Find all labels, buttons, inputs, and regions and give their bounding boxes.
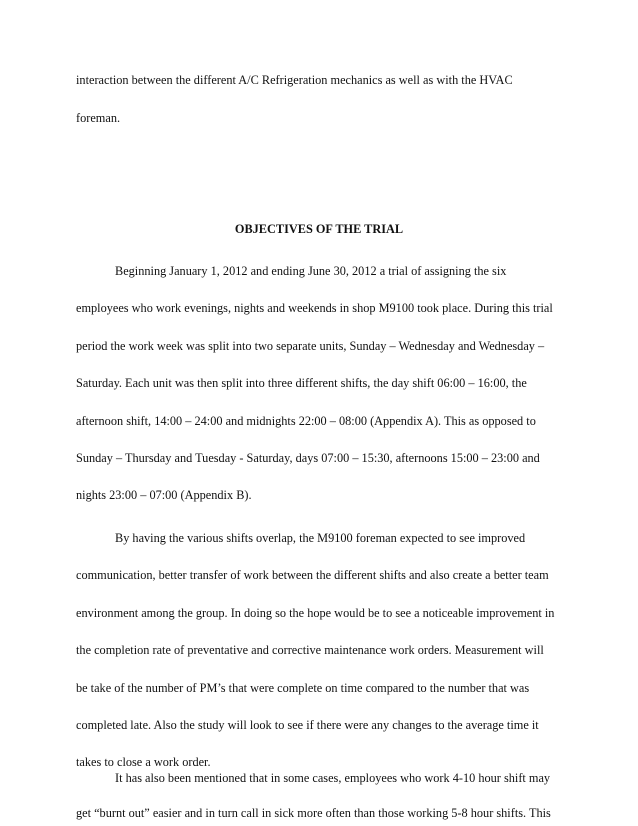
body-text-line: completed late. Also the study will look to see if there were any changes to the average time it bbox=[76, 718, 539, 732]
body-text-line: Sunday – Thursday and Tuesday - Saturday, days 07:00 – 15:30, afternoons 15:00 – 23:00 and bbox=[76, 451, 540, 465]
body-text-line: the completion rate of preventative and corrective maintenance work orders. Measurement will bbox=[76, 643, 544, 657]
body-text-line: Beginning January 1, 2012 and ending June 30, 2012 a trial of assigning the six bbox=[115, 264, 507, 278]
body-text-line: nights 23:00 – 07:00 (Appendix B). bbox=[76, 488, 252, 502]
body-text-line: Saturday. Each unit was then split into three different shifts, the day shift 06:00 – 16:00, the bbox=[76, 376, 527, 390]
body-text-line: By having the various shifts overlap, the M9100 foreman expected to see improved bbox=[115, 531, 526, 545]
body-text-line: takes to close a work order. bbox=[76, 755, 211, 769]
body-text-line: communication, better transfer of work between the different shifts and also create a better team bbox=[76, 568, 549, 582]
body-text-line: get “burnt out” easier and in turn call in sick more often than those working 5-8 hour shifts. This bbox=[76, 806, 551, 820]
section-heading: OBJECTIVES OF THE TRIAL bbox=[234, 222, 404, 236]
body-text-line: be take of the number of PM’s that were complete on time compared to the number that was bbox=[76, 681, 530, 695]
body-text-line: interaction between the different A/C Refrigeration mechanics as well as with the HVAC bbox=[76, 73, 513, 87]
body-text-line: It has also been mentioned that in some cases, employees who work 4-10 hour shift may bbox=[115, 771, 551, 785]
body-text-line: period the work week was split into two separate units, Sunday – Wednesday and Wednesday – bbox=[76, 339, 545, 353]
body-text-line: employees who work evenings, nights and weekends in shop M9100 took place. During this trial bbox=[76, 301, 553, 315]
body-text-line: foreman. bbox=[76, 111, 121, 125]
body-text-line: environment among the group. In doing so the hope would be to see a noticeable improvement in bbox=[76, 606, 555, 620]
body-text-line: afternoon shift, 14:00 – 24:00 and midnights 22:00 – 08:00 (Appendix A). This as opposed to bbox=[76, 414, 536, 428]
